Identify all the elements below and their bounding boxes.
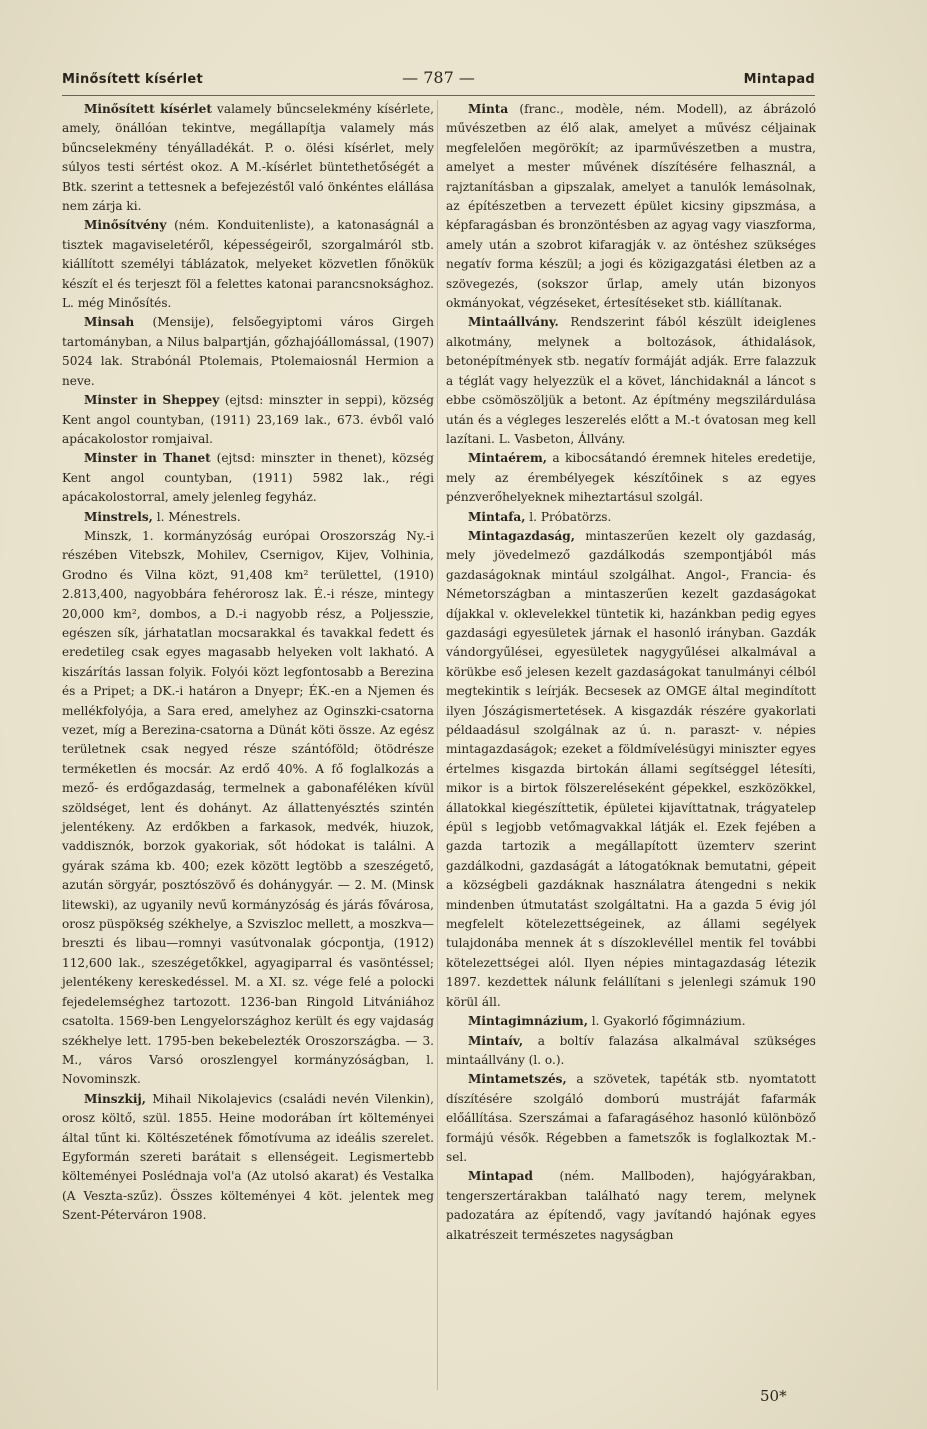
entry-headword: Minster in Sheppey [84,393,220,408]
entry-headword: Mintaív, [468,1033,524,1048]
entry-headword: Mintaérem, [468,451,547,466]
entry-text: a szövetek, tapéták stb. nyomtatott díszítésére szolgáló domború mustráját fafarmák előállítása. Szerszámai a fafaragáséhoz hasonló különböző formájú vésők. Régebben a fametszők is foglalkoztak M.-sel. [446,1072,816,1164]
entry-text: (Mensije), felsőegyiptomi város Girgeh tartományban, a Nilus balpartján, gőzhajóállomással, (1907) 5024 lak. Strabónál Ptolemais, Ptolemaiosnál Hermion a neve. [62,315,434,388]
entry-headword: Minsah [84,315,135,330]
dictionary-entry [446,1012,816,1031]
dictionary-entry [446,1032,816,1071]
entry-headword: Mintagimnázium, [468,1014,588,1029]
entry-headword: Mintaállvány. [468,315,559,330]
entry-text: l. Próbatörzs. [525,509,612,524]
header-left-guideword: Minősített kísérlet [62,72,204,87]
entry-text: a kibocsátandó éremnek hiteles eredetije, mely az érembélyegek készítőinek s az egyes pénzverőhelyeknek miheztartásul szolgál. [446,451,816,505]
dictionary-entry [62,449,434,507]
entry-text: mintaszerűen kezelt oly gazdaság, mely jövedelmező gazdálkodás szempontjából más gazdaságoknak mintául szolgálhat. Angol-, Francia- és Németországban a mintaszerűen kezelt gazdaságokat díjakkal v. oklevelekkel tüntetik ki, hazánkban pedig egyes gazdasági egyesületek járnak el hasonló irányban. Gazdák vándorgyűlései, egyesületek nagygyűlései alkalmával a körükbe eső jelesen kezelt gazdaságokat tanulmányi célból megtekintik s leírják. Becsesek az OMGE által megindított ilyen Jószágismertetések. A kisgazdák részére gyakorlati példaadásul szolgálnak az ú. n. paraszt- v. népies mintagazdaságok; ezeket a földmívelésügyi miniszter egyes értelmes kisgazda birtokán állami segítséggel létesíti, mikor is a birtok fölszereléseként gépekkel, eszközökkel, állatokkal kiegészíttetik, épületei kijavíttatnak, trágyatelep épül s legjobb vetőmagvakkal látják el. Ezek fejében a gazda tartozik a megállapított üzemterv szerint gazdálkodni, gazdaságát a látogatóknak bemutatni, gépeit a községbeli gazdáknak használatra átengedni s nekik mindenben útmutatást szolgáltatni. Ha a gazda 5 évig jól megfelelt kötelezettségeinek, az állami segélyek tulajdonába mennek át s díszoklevéllel mentik fel további kötelezettségei alól. Ilyen népies mintagazdaság létezik 1897. kezdettek nálunk felállítani s jelenlegi számuk 190 körül áll. [446,528,816,1009]
entry-headword: Mintapad [468,1169,533,1184]
entry-text: (ejtsd: minszter in seppi), község Kent angol countyban, (1911) 23,169 lak., 673. évből való apácakolostor romjaival. [62,393,435,446]
dictionary-entry [446,508,816,527]
entry-text: (ejtsd: minszter in thenet), község Kent angol countyban, (1911) 5982 lak., régi apácakolostorral, amely jelenleg fegyház. [62,451,434,505]
header-rule [62,95,815,96]
entry-text: l. Gyakorló főgimnázium. [587,1014,746,1029]
dictionary-entry [62,216,434,313]
entry-headword: Minősített kísérlet [84,102,212,116]
running-header [62,70,815,92]
column-divider [437,100,438,1390]
page-number: — 787 — [402,68,475,87]
dictionary-entry [446,313,816,449]
right-column [446,100,816,1245]
dictionary-entry [62,527,434,1090]
entry-text: Mihail Nikolajevics (családi nevén Vilenkin), orosz költő, szül. 1855. Heine modorában írt költeményei által tűnt ki. Költészetének főmotívuma az ideális szerelet. Egyformán szereti barátait s ellenségeit. Legismertebb költeményei Poslédnaja vol'a (Az utolsó akarat) és Vestalka (A Veszta-szűz). Összes költeményei 4 köt. jelentek meg Szent-Péterváron 1908. [62,1091,434,1223]
entry-text: l. Ménestrels. [152,509,241,524]
header-right-guideword: Mintapad [743,72,815,87]
signature-mark: 50* [760,1387,787,1405]
dictionary-entry [446,527,816,1012]
left-column [62,100,434,1226]
entry-headword: Minszkij, [84,1091,147,1106]
dictionary-entry [62,1090,434,1226]
dictionary-entry [446,1167,816,1245]
entry-text: (ném. Mallboden), hajógyárakban, tengerszertárakban található nagy terem, melynek padozatára az építendő, vagy javítandó hajónak egyes alkatrészeit természetes nagyságban [446,1169,816,1242]
dictionary-entry [62,313,434,391]
dictionary-entry [62,391,434,449]
dictionary-entry [62,100,434,216]
dictionary-entry [62,508,434,527]
entry-text: Minszk, 1. kormányzóság európai Oroszország Ny.-i részében Vitebszk, Mohilev, Csernigov, Kijev, Volhinia, Grodno és Vilna közt, 91,408 km² területtel, (1910) 2.813,400, nagyobbára fehérorosz lak. É.-i része, mintegy 20,000 km², dombos, a D.-i nagyobb rész, a Poljesszie, egészen sík, járhatatlan mocsarakkal és tavakkal fedett és eredetileg csak egyes magasabb helyeken volt lakható. A kiszárítás lassan folyik. Folyói közt legfontosabb a Berezina és a Pripet; a DK.-i határon a Dnyepr; ÉK.-en a Njemen és mellékfolyója, a Sara ered, amelyhez az Oginszki-csatorna vezet, míg a Berezina-csatorna a Dünát köti össze. Az egész területnek csak negyed része szántóföld; ötödrésze terméketlen és mocsár. Az erdő 40%. A fő foglalkozás a mező- és erdőgazdaság, termelnek a gabonaféléken kívül szöldséget, lent és dohányt. Az állattenyésztés szintén jelentékeny. Az erdőkben a farkasok, medvék, hiuzok, vaddisznók, borzok gyakoriak, sőt hódokat is találni. A gyárak száma kb. 400; ezek között legtöbb a szeszégető, azután sörgyár, posztószövő és dohánygyár. — 2. M. (Minsk litewski), az ugyanily nevű kormányzóság és járás fővárosa, orosz püspökség székhelye, a Szviszloc mellett, a moszkva—breszti és libau—romnyi vasútvonalak gócpontja, (1912) 112,600 lak., szeszégetőkkel, agyagiparral és vasöntéssel; jelentékeny kereskedéssel. M. a XI. sz. vége felé a polocki fejedelemséghez tartozott. 1236-ban Ringold Litvániához csatolta. 1569-ben Lengyelországhoz került és egy vajdaság székhelye lett. 1795-ben bekebelezték Oroszországba. — 3. M., város Varsó oroszlengyel kormányzóságban, l. Novominszk. [62,528,434,1087]
entry-headword: Mintagazdaság, [468,528,575,543]
entry-headword: Minta [468,102,509,116]
entry-text: (franc., modèle, ném. Modell), az ábrázoló művészetben az élő alak, amelyet a művész céljainak megfelelően megörökít; az iparművészetben a mustra, amelyet a mester művének díszítésére felhasznál, a rajztanításban a gipszalak, amelyet a tanulók lemásolnak, az építészetben a tervezett épület kicsiny gipszmása, a képfaragásban és bronzöntésben az agyag vagy viaszforma, amely után a szobrot kifaragják v. az öntéshez szükséges negatív forma készül; a jogi és közigazgatási életben az a szövegezés, (sokszor űrlap, amely után bizonyos okmányokat, végzéseket, értesítéseket stb. kiállítanak. [446,102,816,311]
entry-text: Rendszerint fából készült ideiglenes alkotmány, melynek a boltozások, áthidalások, betonépítmények stb. negatív formáját adják. Erre falazzuk a téglát vagy helyezzük el a követ, lánchidaknál a láncot s ebbe csömöszöljük a betont. Az építmény megszilárdulása után és a végleges leszerelés előtt a M.-t óvatosan meg kell lazítani. L. Vasbeton, Állvány. [446,315,816,446]
entry-text: valamely bűncselekmény kísérlete, amely, önállóan tekintve, megállapítja valamely más bűncselekmény tényálladékát. P. o. ölési kísérlet, mely súlyos testi sértést okoz. A M.-kísérlet büntethetőségét a Btk. szerint a tettesnek a befejezéstől való önkéntes elállása nem zárja ki. [62,102,434,214]
dictionary-entry [446,100,816,313]
entry-headword: Minstrels, [84,509,153,524]
entry-headword: Minster in Thanet [84,451,211,466]
entry-text: (ném. Konduitenliste), a katonaságnál a tisztek magaviseletéről, képességeiről, szorgalmáról stb. kiállított személyi táblázatok, melyeket közvetlen főnökük készít el és terjeszt föl a felettes katonai parancsnoksághoz. L. még Minősítés. [62,218,434,311]
entry-headword: Mintafa, [468,509,526,524]
dictionary-entry [446,1070,816,1167]
entry-headword: Mintametszés, [468,1072,567,1087]
entry-headword: Minősítvény [84,218,167,233]
dictionary-entry [446,449,816,507]
entry-text: a boltív falazása alkalmával szükséges mintaállvány (l. o.). [446,1033,816,1067]
